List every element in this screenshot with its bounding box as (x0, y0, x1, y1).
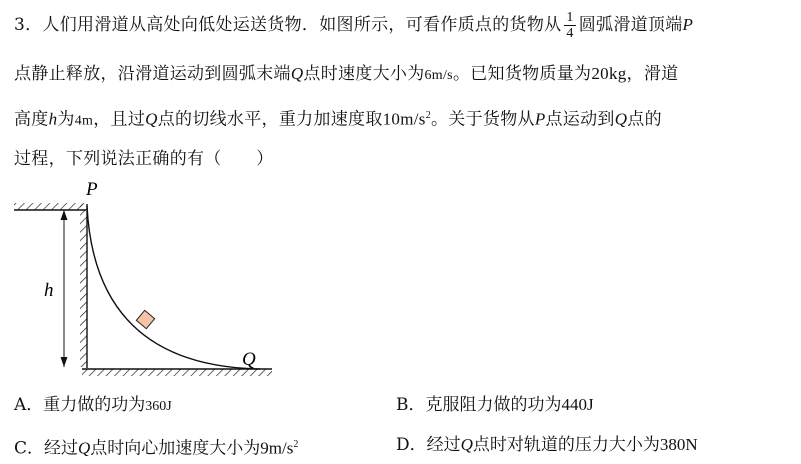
option-A-value: 360J (145, 399, 172, 414)
stem-text: 高度 (14, 109, 49, 130)
point-Q: Q (290, 64, 304, 83)
fraction-denominator: 4 (566, 26, 574, 41)
stem-text: 点时速度大小为 (303, 64, 425, 84)
cargo-block (136, 310, 154, 328)
height-value: 4m (74, 113, 94, 129)
gravity-value: 10m/s (382, 109, 426, 129)
label-h: h (44, 280, 54, 301)
option-D-value: 380N (659, 435, 698, 454)
speed-value: 6m/s (424, 68, 453, 83)
label-P: P (86, 179, 98, 200)
option-C[interactable] (14, 433, 298, 461)
option-D-point-Q: Q (460, 435, 473, 454)
option-B-text: B．克服阻力做的功为 (396, 395, 562, 415)
question-line-3 (14, 104, 662, 134)
fraction-numerator: 1 (566, 10, 574, 25)
stem-text: 为 (57, 109, 75, 130)
option-A-text: A．重力做的功为 (14, 395, 146, 415)
option-D-text: D．经过 (396, 435, 461, 455)
question-line-2 (14, 62, 678, 88)
option-B[interactable] (396, 393, 594, 417)
option-D[interactable] (396, 433, 698, 457)
point-Q: Q (145, 109, 158, 129)
stem-text: ，且过 (93, 109, 146, 130)
ground (82, 369, 272, 376)
option-C-text: 点时向心加速度大小为 (90, 438, 261, 459)
question-line-4 (14, 147, 274, 171)
stem-text: 圆弧滑道顶端 (578, 15, 683, 35)
stem-text: 。关于货物从 (431, 109, 535, 130)
height-symbol: h (48, 109, 58, 129)
arc-track (87, 206, 260, 369)
option-C-text: C．经过 (14, 438, 79, 459)
stem-text: ，滑道 (626, 64, 679, 84)
point-P: P (534, 109, 546, 129)
stem-text: 点静止释放，沿滑道运动到圆弧末端 (14, 64, 291, 84)
top-ledge (14, 203, 86, 210)
option-C-value: 9m/s (260, 438, 294, 458)
stem-text: 点的切线水平，重力加速度取 (157, 109, 383, 130)
height-dimension (61, 210, 68, 367)
stem-text: 3．人们用滑道从高处向低处运送货物．如图所示，可看作质点的货物从 (14, 15, 562, 35)
mass-value: 20kg (591, 64, 627, 83)
option-C-exponent: 2 (293, 439, 299, 450)
quarter-fraction (564, 10, 575, 41)
stem-text: 点的 (627, 109, 662, 130)
vertical-wall (80, 204, 87, 368)
option-D-text: 点时对轨道的压力大小为 (472, 435, 660, 455)
option-C-point-Q: Q (78, 438, 91, 458)
label-Q: Q (242, 349, 256, 370)
stem-text: 过程，下列说法正确的有（ ） (14, 149, 274, 169)
option-B-value: 440J (561, 395, 594, 414)
stem-text: 点运动到 (545, 109, 615, 130)
point-P: P (682, 15, 694, 34)
stem-text: 。已知货物质量为 (452, 64, 592, 84)
option-A[interactable] (14, 393, 172, 419)
question-line-1 (14, 10, 693, 41)
slide-figure (0, 176, 300, 381)
gravity-exponent: 2 (425, 110, 431, 121)
point-Q: Q (614, 109, 628, 129)
